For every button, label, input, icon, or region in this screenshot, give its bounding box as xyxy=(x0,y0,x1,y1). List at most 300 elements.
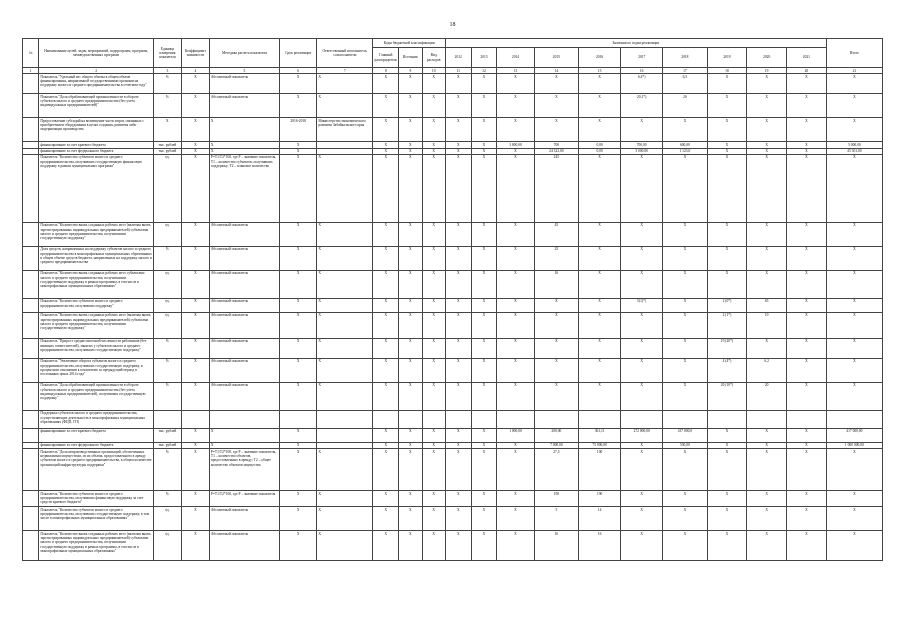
row-year-value: X xyxy=(663,312,707,338)
row-year-value: 14 xyxy=(579,507,621,531)
row-budget-code: X xyxy=(422,358,445,382)
row-coef: X xyxy=(181,531,209,561)
row-year-value: X xyxy=(747,118,787,142)
row-executor: X xyxy=(317,358,373,382)
row-budget-code: X xyxy=(373,428,399,442)
row-budget-code: X xyxy=(422,507,445,531)
row-name: Показатель "Количество субъектов малого и среднего предпринимательства, получивших поддержку" xyxy=(39,298,154,312)
row-year-value: X xyxy=(534,312,578,338)
row-total: X xyxy=(826,74,882,94)
row-year-value: X xyxy=(471,338,497,358)
row-budget-code: X xyxy=(373,338,399,358)
row-year-value: X xyxy=(707,74,747,94)
row-year-value: 7 000,00 xyxy=(534,442,578,448)
header-year: 2021 xyxy=(787,48,827,68)
row-year-value: X xyxy=(787,142,827,148)
row-year-value: X xyxy=(621,442,663,448)
row-method: Абсолютный показатель xyxy=(209,312,279,338)
row-year-value: X xyxy=(787,148,827,154)
row-year-value: X xyxy=(621,222,663,246)
row-method: X xyxy=(209,148,279,154)
row-year-value: 2 (0*) xyxy=(707,298,747,312)
row-method: Абсолютный показатель xyxy=(209,246,279,270)
row-total: X xyxy=(826,507,882,531)
row-no xyxy=(23,531,39,561)
row-year-value: X xyxy=(579,154,621,222)
row-period: X xyxy=(280,442,317,448)
row-year-value: 19 (20*) xyxy=(707,338,747,358)
row-coef: X xyxy=(181,222,209,246)
row-year-value: X xyxy=(747,449,787,491)
row-year-value: X xyxy=(707,428,747,442)
row-year-value: 1 123,0 xyxy=(663,148,707,154)
header-no: № xyxy=(23,39,39,68)
header-year: 2020 xyxy=(747,48,787,68)
table-row xyxy=(23,270,883,298)
row-year-value: X xyxy=(621,491,663,507)
row-total xyxy=(826,410,882,428)
row-executor: X xyxy=(317,74,373,94)
row-period: X xyxy=(280,338,317,358)
row-unit: ед. xyxy=(153,154,181,222)
row-year-value: X xyxy=(747,246,787,270)
row-year-value: X xyxy=(663,270,707,298)
row-year-value: X xyxy=(497,222,534,246)
row-year-value: X xyxy=(445,74,471,94)
row-budget-code: X xyxy=(373,154,399,222)
row-coef: X xyxy=(181,74,209,94)
header-budget-col: Главный распорядитель xyxy=(373,48,399,68)
row-executor: X xyxy=(317,298,373,312)
table-row xyxy=(23,358,883,382)
row-coef: X xyxy=(181,507,209,531)
row-year-value: X xyxy=(621,358,663,382)
row-year-value: X xyxy=(787,531,827,561)
row-year-value: X xyxy=(663,358,707,382)
row-budget-code: X xyxy=(422,531,445,561)
row-total: 1 000 000,00 xyxy=(826,442,882,448)
row-year-value: X xyxy=(747,154,787,222)
row-year-value: X xyxy=(787,246,827,270)
row-budget-code: X xyxy=(373,246,399,270)
table-row xyxy=(23,382,883,410)
row-method: Абсолютный показатель xyxy=(209,222,279,246)
row-year-value: X xyxy=(579,74,621,94)
row-budget-code: X xyxy=(373,382,399,410)
row-coef: X xyxy=(181,442,209,448)
row-method: Абсолютный показатель xyxy=(209,298,279,312)
row-year-value: X xyxy=(787,74,827,94)
row-year-value xyxy=(445,410,471,428)
row-unit: ед. xyxy=(153,298,181,312)
row-period: X xyxy=(280,148,317,154)
row-executor: X xyxy=(317,246,373,270)
header-budget-col: Вид расходов xyxy=(422,48,445,68)
row-year-value xyxy=(579,410,621,428)
row-total: 45 301,00 xyxy=(826,148,882,154)
row-year-value: X xyxy=(747,142,787,148)
row-executor: X xyxy=(317,270,373,298)
row-year-value: 20 xyxy=(747,382,787,410)
row-name: финансирование за счет краевого бюджета xyxy=(39,428,154,442)
row-total: X xyxy=(826,222,882,246)
row-year-value: X xyxy=(663,298,707,312)
row-year-value: X xyxy=(497,382,534,410)
row-year-value: X xyxy=(663,507,707,531)
row-year-value: 20 (10*) xyxy=(707,382,747,410)
row-year-value: X xyxy=(497,312,534,338)
row-name: Показатель "Доля обрабатывающей промышленности в обороте субъектов малого и среднего предпринимательства (без учета индивидуальных предпринимателей)" xyxy=(39,94,154,118)
row-period: X xyxy=(280,428,317,442)
row-year-value: X xyxy=(747,74,787,94)
row-period: X xyxy=(280,246,317,270)
row-unit: % xyxy=(153,246,181,270)
row-executor: X xyxy=(317,222,373,246)
row-year-value: X xyxy=(497,148,534,154)
row-no xyxy=(23,74,39,94)
row-year-value: 600,00 xyxy=(663,142,707,148)
row-year-value: X xyxy=(445,358,471,382)
row-year-value: X xyxy=(621,118,663,142)
row-period: X xyxy=(280,222,317,246)
col-number: 3 xyxy=(153,68,181,74)
row-period: X xyxy=(280,382,317,410)
row-budget-code: X xyxy=(373,222,399,246)
row-executor: X xyxy=(317,338,373,358)
row-year-value: X xyxy=(534,74,578,94)
row-year-value: X xyxy=(787,382,827,410)
row-year-value: 16 xyxy=(579,531,621,561)
table-body xyxy=(23,68,883,561)
row-year-value xyxy=(621,410,663,428)
row-year-value: X xyxy=(471,270,497,298)
row-unit: X xyxy=(153,118,181,142)
row-year-value: X xyxy=(579,222,621,246)
row-no xyxy=(23,382,39,410)
col-number: 8 xyxy=(373,68,399,74)
row-year-value: X xyxy=(787,491,827,507)
row-year-value: X xyxy=(787,118,827,142)
row-budget-code: X xyxy=(422,428,445,442)
row-budget-code: X xyxy=(422,246,445,270)
table-row xyxy=(23,298,883,312)
col-number: 5 xyxy=(209,68,279,74)
row-budget-code: X xyxy=(373,312,399,338)
row-total: X xyxy=(826,154,882,222)
header-budget-col: Источник xyxy=(399,48,422,68)
header-year: 2017 xyxy=(621,48,663,68)
row-year-value: X xyxy=(663,382,707,410)
row-year-value: X xyxy=(707,148,747,154)
col-number: 18 xyxy=(707,68,747,74)
row-total: X xyxy=(826,312,882,338)
row-year-value: X xyxy=(534,382,578,410)
row-year-value: X xyxy=(579,312,621,338)
row-budget-code: X xyxy=(422,222,445,246)
row-year-value xyxy=(471,410,497,428)
row-year-value: X xyxy=(747,148,787,154)
row-year-value: X xyxy=(534,338,578,358)
row-year-value: X xyxy=(747,270,787,298)
row-period: X xyxy=(280,74,317,94)
row-method: Абсолютный показатель xyxy=(209,531,279,561)
row-executor: X xyxy=(317,531,373,561)
col-number: 4 xyxy=(181,68,209,74)
table-header xyxy=(23,39,883,68)
row-total: X xyxy=(826,531,882,561)
row-year-value: 4 (4*) xyxy=(707,358,747,382)
row-executor: X xyxy=(317,491,373,507)
row-year-value: X xyxy=(663,531,707,561)
row-period: 2016-2018 xyxy=(280,118,317,142)
row-year-value: 190 xyxy=(579,491,621,507)
row-period: X xyxy=(280,312,317,338)
row-year-value: X xyxy=(621,154,663,222)
row-coef: X xyxy=(181,358,209,382)
header-year: 2012 xyxy=(445,48,471,68)
row-budget-code: X xyxy=(422,118,445,142)
row-year-value: X xyxy=(621,382,663,410)
row-year-value: 16 xyxy=(534,531,578,561)
page-number: 18 xyxy=(449,22,456,28)
table-row xyxy=(23,246,883,270)
table-row xyxy=(23,449,883,491)
col-number: 10 xyxy=(422,68,445,74)
row-year-value: X xyxy=(445,531,471,561)
row-total: X xyxy=(826,358,882,382)
row-budget-code: X xyxy=(422,154,445,222)
row-year-value: 5(1)*) xyxy=(621,298,663,312)
row-year-value: X xyxy=(787,442,827,448)
table-row xyxy=(23,222,883,246)
row-total: X xyxy=(826,270,882,298)
header-year: 2018 xyxy=(663,48,707,68)
col-number: 21 xyxy=(826,68,882,74)
row-year-value: 2 (1*) xyxy=(707,312,747,338)
row-name: Показатель "Количество субъектов малого и среднего предпринимательства, получивших государственную финансовую поддержку в рамках муниципальных программ" xyxy=(39,154,154,222)
row-year-value: 3 000,00 xyxy=(497,142,534,148)
row-no xyxy=(23,428,39,442)
row-year-value: X xyxy=(534,358,578,382)
row-year-value: X xyxy=(663,118,707,142)
row-name: Показатель "Прирост среднесписочной численности работников (без внешних совместителей), занятых у субъектов малого и среднего предпринимательства, получивших государственную поддержку" xyxy=(39,338,154,358)
row-year-value: 0,00 xyxy=(579,148,621,154)
row-coef: X xyxy=(181,382,209,410)
row-year-value: X xyxy=(707,442,747,448)
row-coef: X xyxy=(181,338,209,358)
row-period: X xyxy=(280,94,317,118)
row-method: X xyxy=(209,442,279,448)
table-row xyxy=(23,74,883,94)
col-number: 13 xyxy=(497,68,534,74)
row-year-value: X xyxy=(621,449,663,491)
row-coef: X xyxy=(181,449,209,491)
row-no xyxy=(23,491,39,507)
row-coef: X xyxy=(181,142,209,148)
row-year-value: 361,11 xyxy=(579,428,621,442)
row-period: X xyxy=(280,298,317,312)
col-number: 9 xyxy=(399,68,422,74)
row-period xyxy=(280,410,317,428)
row-budget-code: X xyxy=(422,148,445,154)
table-row xyxy=(23,94,883,118)
row-year-value xyxy=(534,410,578,428)
col-number: 17 xyxy=(663,68,707,74)
row-year-value: X xyxy=(787,428,827,442)
header-method: Методика расчета показателя xyxy=(209,39,279,68)
row-executor: X xyxy=(317,154,373,222)
row-no xyxy=(23,270,39,298)
row-year-value: X xyxy=(445,142,471,148)
header-unit: Единица измерения показателя xyxy=(153,39,181,68)
row-year-value: X xyxy=(707,449,747,491)
row-year-value: X xyxy=(497,449,534,491)
row-executor: X xyxy=(317,312,373,338)
row-year-value xyxy=(497,410,534,428)
row-year-value: 20 xyxy=(663,94,707,118)
row-year-value: X xyxy=(445,222,471,246)
row-year-value: X xyxy=(621,270,663,298)
row-year-value: X xyxy=(579,358,621,382)
row-year-value: X xyxy=(707,531,747,561)
row-unit: % xyxy=(153,382,181,410)
row-executor: X xyxy=(317,507,373,531)
row-year-value: 245 xyxy=(534,154,578,222)
row-year-value: X xyxy=(471,298,497,312)
row-executor xyxy=(317,410,373,428)
col-number: 16 xyxy=(621,68,663,74)
row-year-value: X xyxy=(787,154,827,222)
row-year-value: X xyxy=(471,148,497,154)
row-year-value: X xyxy=(663,246,707,270)
row-period: X xyxy=(280,449,317,491)
row-year-value: X xyxy=(663,154,707,222)
row-year-value: X xyxy=(747,94,787,118)
row-unit: ед. xyxy=(153,312,181,338)
row-year-value: X xyxy=(787,270,827,298)
row-year-value: X xyxy=(747,338,787,358)
row-budget-code: X xyxy=(399,142,422,148)
row-year-value: X xyxy=(787,222,827,246)
row-year-value: X xyxy=(497,298,534,312)
row-name: Показатель "Увеличение оборота субъектов малого и среднего предпринимательства, получивших государственную поддержку, в процентном отношении к показателю за предыдущий период в постоянных ценах 2014 года" xyxy=(39,358,154,382)
row-year-value: 530,00 xyxy=(663,442,707,448)
row-year-value: X xyxy=(747,491,787,507)
row-budget-code: X xyxy=(422,270,445,298)
col-number: 15 xyxy=(579,68,621,74)
row-no xyxy=(23,507,39,531)
row-method: Р=Т1/Т2*100, где Р – значение показателя, Т1 – количество объектов, предоставленных в аренду; Т2 – общее количество объектов имущества xyxy=(209,449,279,491)
row-year-value: X xyxy=(579,270,621,298)
row-year-value: X xyxy=(445,449,471,491)
row-name: Показатель "Удельный вес общего объема в общем объеме финансирования, направленной государственными органами на поддержку малого и среднего предпринимательства в отчетном году" xyxy=(39,74,154,94)
row-executor: X xyxy=(317,449,373,491)
col-number: 20 xyxy=(787,68,827,74)
row-budget-code: X xyxy=(422,312,445,338)
row-budget-code: X xyxy=(399,491,422,507)
row-year-value: 6,4*) xyxy=(621,74,663,94)
row-name: Показатель "Количество вновь созданных рабочих мест (включая вновь зарегистрированных индивидуальных предпринимателей) субъектами малого и среднего предпринимательства, получившими государственную поддержку" xyxy=(39,312,154,338)
row-method: X xyxy=(209,428,279,442)
row-no xyxy=(23,222,39,246)
row-year-value: X xyxy=(621,246,663,270)
row-no xyxy=(23,94,39,118)
row-name: Показатель "Количество вновь созданных рабочих мест (включая вновь зарегистрированных индивидуальных предпринимателей) субъектами малого и среднего предпринимательства, получившими государственную поддержку в рамках программы, в том числе в монопрофильных муниципальных образованиях" xyxy=(39,531,154,561)
row-year-value: X xyxy=(471,154,497,222)
row-coef: X xyxy=(181,94,209,118)
row-no xyxy=(23,338,39,358)
row-year-value: 417 000,0 xyxy=(663,428,707,442)
row-year-value: X xyxy=(534,118,578,142)
row-year-value: 45 xyxy=(534,222,578,246)
row-year-value: X xyxy=(707,94,747,118)
row-unit: ед. xyxy=(153,507,181,531)
row-year-value: X xyxy=(707,246,747,270)
row-no xyxy=(23,312,39,338)
row-unit: ед. xyxy=(153,531,181,561)
row-year-value: X xyxy=(621,531,663,561)
row-budget-code: X xyxy=(373,94,399,118)
row-year-value: X xyxy=(497,338,534,358)
row-budget-code: X xyxy=(399,154,422,222)
row-name: финансирование за счет федерального бюджета xyxy=(39,148,154,154)
row-total: X xyxy=(826,449,882,491)
row-coef: X xyxy=(181,428,209,442)
row-total: 417 000,00 xyxy=(826,428,882,442)
col-number: 6 xyxy=(280,68,317,74)
row-budget-code: X xyxy=(399,428,422,442)
row-total: X xyxy=(826,94,882,118)
row-year-value: X xyxy=(497,94,534,118)
row-year-value: 3 000,00 xyxy=(621,148,663,154)
row-year-value: X xyxy=(579,246,621,270)
row-budget-code: X xyxy=(399,222,422,246)
row-budget-code: X xyxy=(373,531,399,561)
row-period: X xyxy=(280,154,317,222)
row-year-value: X xyxy=(445,507,471,531)
row-name: Показатель "Доля непроизводственных организаций, обеспеченных недвижимым имуществом, из их объема, предоставленного в аренду субъектам малого и среднего предпринимательства, в общем количестве организаций инфраструктуры поддержки" xyxy=(39,449,154,491)
row-budget-code: X xyxy=(399,531,422,561)
row-no xyxy=(23,449,39,491)
row-year-value: X xyxy=(497,154,534,222)
row-year-value: 200,00 xyxy=(534,428,578,442)
row-budget-code: X xyxy=(399,358,422,382)
row-year-value: 1 000,00 xyxy=(497,428,534,442)
row-year-value: X xyxy=(497,74,534,94)
row-year-value: X xyxy=(497,270,534,298)
row-budget-code: X xyxy=(399,312,422,338)
table-row xyxy=(23,410,883,428)
row-year-value: 6,5 xyxy=(663,74,707,94)
row-year-value xyxy=(707,410,747,428)
row-year-value: X xyxy=(497,491,534,507)
row-total: 5 000,00 xyxy=(826,142,882,148)
col-number: 11 xyxy=(445,68,471,74)
row-no xyxy=(23,154,39,222)
row-period: X xyxy=(280,491,317,507)
row-budget-code: X xyxy=(422,74,445,94)
row-year-value: 272 000,00 xyxy=(621,428,663,442)
row-budget-code: X xyxy=(373,148,399,154)
row-budget-code: X xyxy=(422,442,445,448)
row-year-value: X xyxy=(445,312,471,338)
row-executor: X xyxy=(317,94,373,118)
row-year-value: X xyxy=(445,491,471,507)
row-year-value: X xyxy=(471,358,497,382)
row-method: X xyxy=(209,118,279,142)
row-budget-code: X xyxy=(373,449,399,491)
row-year-value xyxy=(787,410,827,428)
